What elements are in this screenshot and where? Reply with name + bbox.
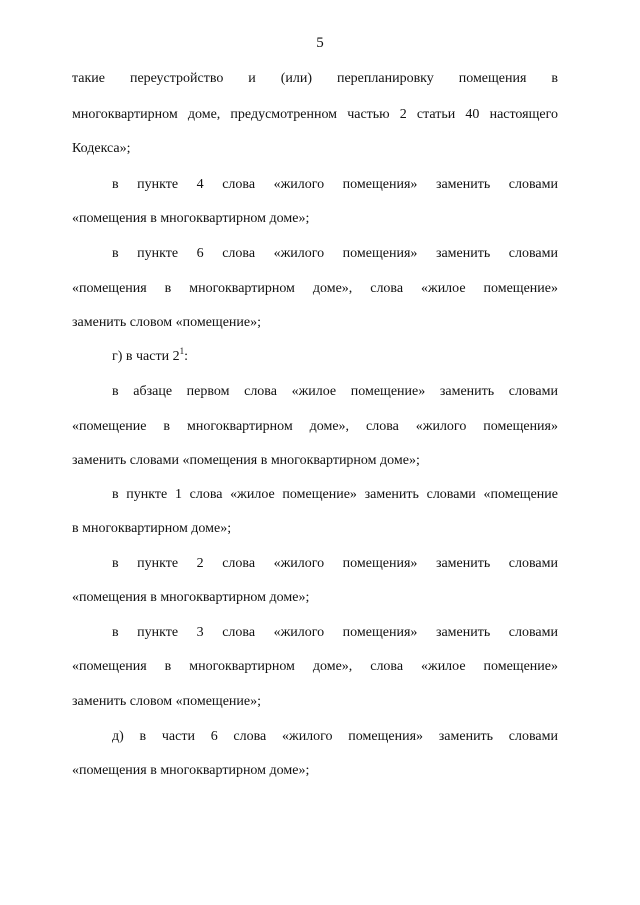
text-line: в многоквартирном доме»; [72,521,232,536]
text-line: заменить словами «помещения в многоквартирном доме»; [72,453,420,468]
text-line: «помещения в многоквартирном доме»; [72,590,310,605]
text-line: в пункте 3 слова «жилого помещения» заменить словами [112,625,558,640]
text-line: «помещения в многоквартирном доме»; [72,763,310,778]
superscript: 1 [179,346,185,356]
text-line: заменить словом «помещение»; [72,694,261,709]
section-label: г) в части 2 [112,349,180,364]
text-line: «помещения в многоквартирном доме»; [72,211,310,226]
page-number: 5 [316,35,324,51]
text-line: «помещения в многоквартирном доме», слова «жилое помещение» [72,659,558,674]
text-line: д) в части 6 слова «жилого помещения» заменить словами [112,729,558,744]
text-line: в абзаце первом слова «жилое помещение» заменить словами [112,384,558,399]
colon: : [184,349,188,364]
text-line: «помещения в многоквартирном доме», слова «жилое помещение» [72,281,558,296]
text-line: в пункте 6 слова «жилого помещения» заменить словами [112,246,558,261]
text-line: заменить словом «помещение»; [72,315,261,330]
text-line: многоквартирном доме, предусмотренном частью 2 статьи 40 настоящего [72,107,558,122]
text-line: в пункте 2 слова «жилого помещения» заменить словами [112,556,558,571]
text-line: в пункте 1 слова «жилое помещение» заменить словами «помещение [112,487,558,502]
text-line: в пункте 4 слова «жилого помещения» заменить словами [112,177,558,192]
text-line: Кодекса»; [72,141,131,156]
text-line: такие переустройство и (или) перепланировку помещения в [72,71,558,86]
text-line: «помещение в многоквартирном доме», слова «жилого помещения» [72,419,558,434]
text-line [112,348,558,366]
